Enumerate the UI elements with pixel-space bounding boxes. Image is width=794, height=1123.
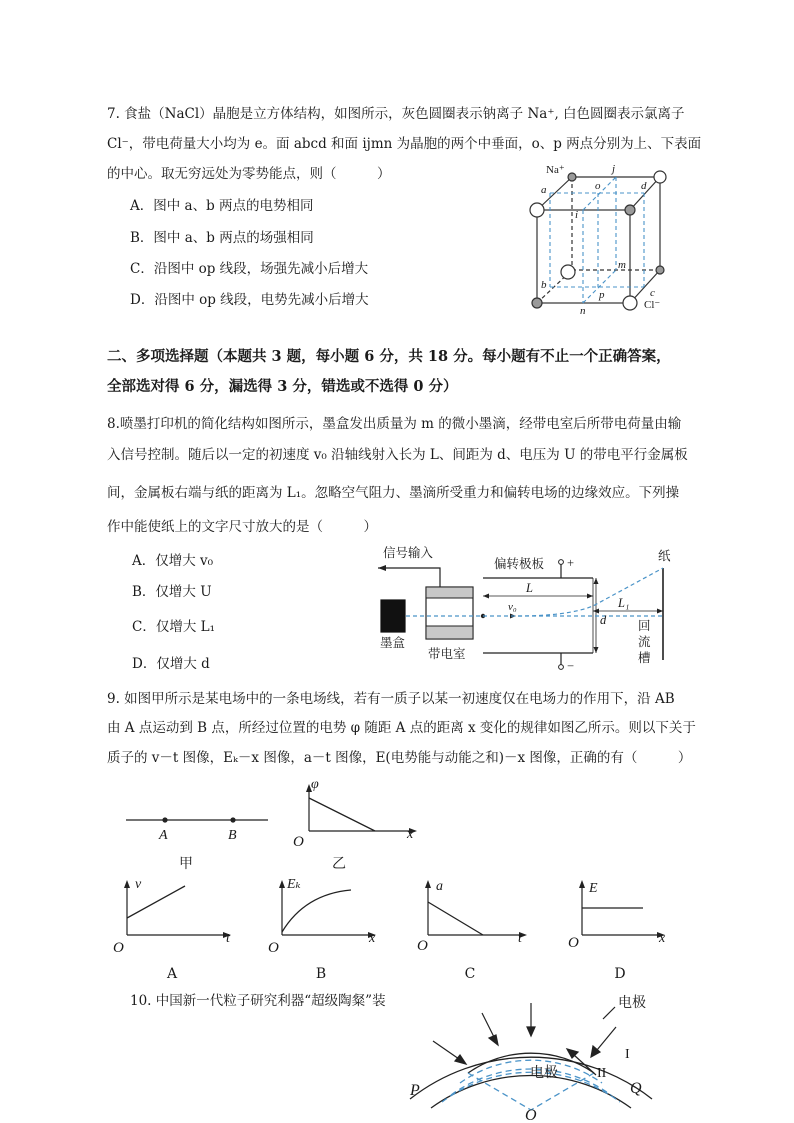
graph-b-origin: O bbox=[268, 940, 279, 956]
graph-b-xlabel: x bbox=[369, 931, 376, 946]
point-a-label: a bbox=[541, 184, 547, 196]
graph-a-origin: O bbox=[113, 940, 124, 956]
region-I-label: I bbox=[625, 1047, 630, 1062]
q8-option-b[interactable]: B．仅增大 U bbox=[132, 584, 212, 600]
section-2-heading-line-2: 全部选对得 6 分，漏选得 3 分，错选或不选得 0 分） bbox=[107, 378, 458, 395]
q7-line-2: Cl⁻，带电荷量大小均为 e。面 abcd 和面 ijmn 为晶胞的两个中垂面，o、p 两点分别为上、下表面 bbox=[107, 136, 702, 152]
super-tau-charm-figure bbox=[400, 985, 670, 1123]
q7-option-c[interactable]: C．沿图中 op 线段，场强先减小后增大 bbox=[130, 261, 369, 277]
point-d-label: d bbox=[641, 180, 647, 192]
q9-line-1: 9. 如图甲所示是某电场中的一条电场线，若有一质子以某一初速度仅在电场力的作用下，沿 AB bbox=[107, 691, 675, 707]
graph-option-b bbox=[265, 872, 395, 957]
label-P: P bbox=[410, 1082, 420, 1099]
q10-line-1: 10. 中国新一代粒子研究利器“超级陶粲”装 bbox=[130, 993, 386, 1009]
charge-room-label: 带电室 bbox=[428, 647, 466, 661]
cl-ion-label: Cl⁻ bbox=[644, 299, 661, 311]
q8-line-3: 间，金属板右端与纸的距离为 L₁。忽略空气阻力、墨滴所受重力和偏转电场的边缘效应。下列操 bbox=[107, 485, 680, 501]
q7-line-3: 的中心。取无穷远处为零势能点，则（ ） bbox=[107, 166, 391, 182]
deflector-label: 偏转极板 bbox=[494, 557, 545, 571]
point-i-label: i bbox=[575, 209, 579, 221]
yi-xlabel: x bbox=[407, 827, 414, 842]
graph-option-d bbox=[565, 872, 680, 957]
q8-line-1: 8.喷墨打印机的简化结构如图所示，墨盒发出质量为 m 的微小墨滴，经带电室后所带电荷量由输 bbox=[107, 416, 682, 432]
q7-option-b[interactable]: B．图中 a、b 两点的场强相同 bbox=[130, 230, 314, 246]
point-n-label: n bbox=[580, 305, 586, 317]
paper-label: 纸 bbox=[658, 549, 671, 563]
d-label: d bbox=[600, 613, 607, 627]
point-m-label: m bbox=[618, 259, 626, 271]
graph-a-ylabel: v bbox=[135, 877, 142, 892]
q8-option-c[interactable]: C．仅增大 L₁ bbox=[132, 619, 215, 635]
plus-label: + bbox=[567, 556, 575, 570]
graph-c-ylabel: a bbox=[436, 879, 443, 894]
inkjet-printer-figure bbox=[368, 540, 698, 675]
graph-c-origin: O bbox=[417, 938, 428, 954]
graph-b-ylabel: Eₖ bbox=[287, 877, 301, 892]
point-p-label: p bbox=[599, 289, 605, 301]
graph-c-xlabel: t bbox=[518, 931, 522, 946]
minus-label: − bbox=[567, 659, 575, 673]
graph-d-ylabel: E bbox=[589, 881, 598, 896]
graph-d-xlabel: x bbox=[659, 931, 666, 946]
caption-option-a: A bbox=[166, 966, 178, 982]
gutter-label-1: 回 bbox=[638, 619, 651, 633]
q8-option-d[interactable]: D．仅增大 d bbox=[132, 656, 210, 672]
q9-line-2: 由 A 点运动到 B 点，所经过位置的电势 φ 随距 A 点的距离 x 变化的规律如图乙所示。则以下关于 bbox=[107, 720, 696, 736]
q7-option-d[interactable]: D．沿图中 op 线段，电势先减小后增大 bbox=[130, 292, 369, 308]
graph-option-a bbox=[110, 872, 245, 957]
signal-input-label: 信号输入 bbox=[383, 546, 434, 560]
potential-graph-yi bbox=[285, 776, 425, 852]
v0-label: v₀ bbox=[508, 601, 517, 613]
point-j-label: j bbox=[612, 163, 616, 175]
caption-yi: 乙 bbox=[332, 856, 346, 872]
q8-line-4: 作中能使纸上的文字尺寸放大的是（ ） bbox=[107, 519, 377, 535]
nacl-crystal-figure bbox=[520, 160, 700, 320]
q9-line-3: 质子的 v－t 图像，Eₖ－x 图像，a－t 图像，E(电势能与动能之和)－x 图像，正确的有（ ） bbox=[107, 750, 692, 766]
na-ion-label: Na⁺ bbox=[546, 164, 565, 176]
caption-option-b: B bbox=[315, 966, 327, 982]
ink-box-label: 墨盒 bbox=[380, 636, 406, 650]
q7-option-a[interactable]: A．图中 a、b 两点的电势相同 bbox=[130, 198, 314, 214]
label-O: O bbox=[525, 1107, 537, 1123]
yi-origin: O bbox=[293, 834, 304, 850]
q8-option-a[interactable]: A．仅增大 v₀ bbox=[132, 553, 214, 569]
region-II-label: II bbox=[597, 1066, 607, 1081]
q7-line-1: 7. 食盐（NaCl）晶胞是立方体结构，如图所示，灰色圆圈表示钠离子 Na⁺, 白色圆圈表示氯离子 bbox=[107, 106, 685, 122]
caption-jia: 甲 bbox=[179, 856, 193, 872]
caption-option-c: C bbox=[464, 966, 476, 982]
gutter-label-2: 流 bbox=[638, 635, 651, 649]
label-Q: Q bbox=[630, 1080, 642, 1097]
electrode-label-inner: 电极 bbox=[530, 1066, 558, 1081]
L1-label: L₁ bbox=[618, 596, 630, 610]
L-label: L bbox=[526, 581, 533, 595]
graph-option-c bbox=[415, 872, 545, 957]
point-b-label: b bbox=[541, 279, 547, 291]
point-c-label: c bbox=[650, 287, 655, 299]
point-A-label: A bbox=[159, 828, 168, 843]
q8-line-2: 入信号控制。随后以一定的初速度 v₀ 沿轴线射入长为 L、间距为 d、电压为 U 的带电平行金属板 bbox=[107, 447, 688, 463]
graph-a-xlabel: t bbox=[226, 931, 230, 946]
graph-d-origin: O bbox=[568, 935, 579, 951]
section-2-heading-line-1: 二、多项选择题（本题共 3 题，每小题 6 分，共 18 分。每小题有不止一个正确答案， bbox=[107, 348, 671, 365]
point-o-label: o bbox=[595, 180, 601, 192]
gutter-label-3: 槽 bbox=[638, 651, 651, 665]
electrode-label-top: 电极 bbox=[618, 996, 646, 1011]
point-B-label: B bbox=[228, 828, 237, 843]
caption-option-d: D bbox=[614, 966, 626, 982]
field-line-figure-jia bbox=[120, 808, 280, 853]
yi-ylabel: φ bbox=[311, 777, 319, 792]
